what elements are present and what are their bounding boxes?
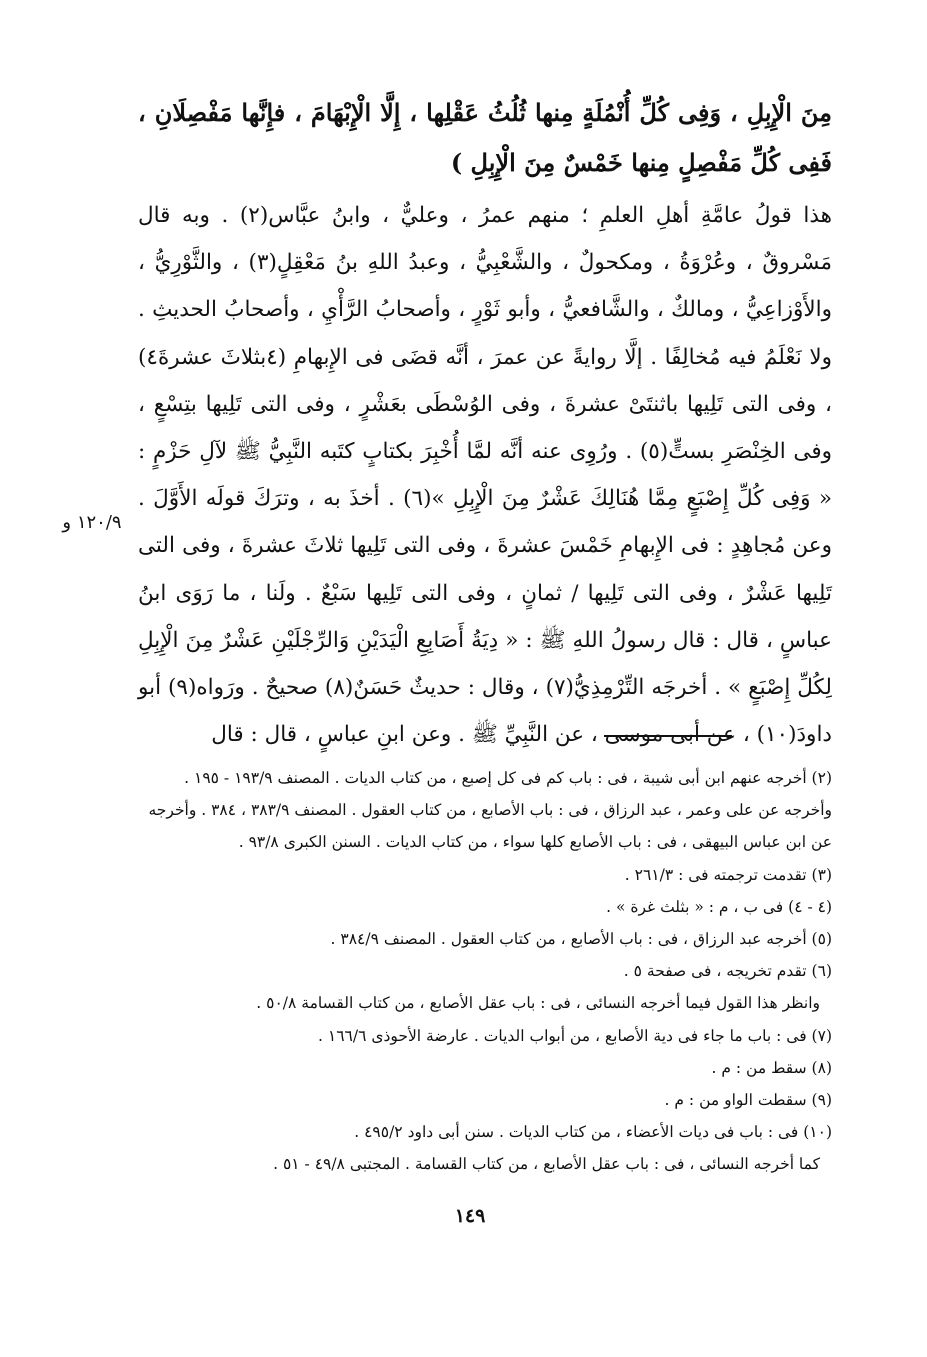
footnote-line: (٣) تقدمت ترجمته فى : ٢٦١/٣ . bbox=[624, 865, 832, 884]
footnote-line: وانظر هذا القول فيما أخرجه النسائى ، فى : باب عقل الأصابع ، من كتاب القسامة ٥٠/٨ . bbox=[256, 994, 820, 1013]
footnote-line: (٩) سقطت الواو من : م . bbox=[664, 1091, 832, 1110]
page-number: ١٤٩ bbox=[454, 1205, 486, 1227]
footnote-line: (٢) أخرجه عنهم ابن أبى شيبة ، فى : باب كم فى كل إصبع ، من كتاب الديات . المصنف ١٩٣/٩ - ١٩٥ . bbox=[184, 769, 832, 787]
footnote-line: (٨) سقط من : م . bbox=[711, 1058, 832, 1077]
footnote-line: (٤ - ٤) فى ب ، م : « بثلث غرة » . bbox=[606, 897, 832, 916]
footnote-line: (٧) فى : باب ما جاء فى دية الأصابع ، من أبواب الديات . عارضة الأحوذى ١٦٦/٦ . bbox=[318, 1026, 832, 1045]
footnote-line: (١٠) فى : باب فى ديات الأعضاء ، من كتاب الديات . سنن أبى داود ٤٩٥/٢ . bbox=[354, 1123, 832, 1142]
footnote-line: كما أخرجه النسائى ، فى : باب عقل الأصابع ، من كتاب القسامة . المجتبى ٤٩/٨ - ٥١ . bbox=[273, 1155, 820, 1174]
footnote-line: عن ابن عباس البيهقى ، فى : باب الأصابع كلها سواء ، من كتاب الديات . السنن الكبرى ٩٣/٨ . bbox=[238, 833, 832, 852]
footnote-line: وأخرجه عن على وعمر ، عبد الرزاق ، فى : باب الأصابع ، من كتاب العقول . المصنف ٣٨٣/٩ ، ٣٨٤ . وأخرجه bbox=[148, 801, 832, 820]
footnote-separator bbox=[604, 735, 732, 737]
footnotes bbox=[148, 762, 832, 1181]
commentary-text: هذا قولُ عامَّةِ أهلِ العلمِ ؛ منهم عمرُ ، وعليٌّ ، وابنُ عبَّاس(٢) . وبه قال مَسْروقٌ ، وعُرْوَةُ ، ومكحولٌ ، والشَّعْبِيُّ ، وعبدُ اللهِ بنُ مَعْقِلٍ(٣) ، والثَّوْرِيُّ ، والأَوْزاعِيُّ ، ومالكٌ ، والشَّافعيُّ ، وأبو ثَوْرٍ ، وأصحابُ الرَّأْيِ ، وأصحابُ الحديثِ . ولا نَعْلَمُ فيه مُخالِفًا . إلَّا روايةً عن عمرَ ، أنَّه قضَى فى الإِبهامِ (٤بثلاثَ عشرةَ٤) ، وفى التى تَلِيها باثنتَىْ عشرةَ ، وفى الوُسْطَى بعَشْرٍ ، وفى التى تَلِيها بتِسْعٍ ، وفى الخِنْصَرِ بستٍّ(٥) . ورُوِى عنه أنَّه لمَّا أُخْبِرَ بكتابٍ كتَبه النَّبِيُّ ﷺ لآلِ حَزْمٍ : « وَفِى كُلِّ إِصْبَعٍ مِمَّا هُنَالِكَ عَشْرٌ مِنَ الْإِبِلِ »(٦) . أخذَ به ، وترَكَ قولَه الأَوَّلَ . وعن مُجاهِدٍ : فى الإِبهامِ خَمْسَ عشرةَ ، وفى التى تَلِيها ثلاثَ عشرةَ ، وفى التى تَلِيها عَشْرٌ ، وفى التى تَلِيها / ثمانٍ ، وفى التى تَلِيها سَبْعٌ . ولَنا ، ما رَوَى ابنُ عباسٍ ، قال : قال رسولُ اللهِ ﷺ : « دِيَةُ أَصَابِعِ الْيَدَيْنِ وَالرِّجْلَيْنِ عَشْرٌ مِنَ الْإِبِلِ لِكُلِّ إِصْبَعٍ » . أخرجَه التِّرْمِذِيُّ(٧) ، وقال : حديثٌ حَسَنٌ(٨) صحيحٌ . ورَواه(٩) أبو داودَ(١٠) ، عن أبى موسى ، عن النَّبِيِّ ﷺ . وعن ابنِ عباسٍ ، قال : قال bbox=[138, 203, 833, 748]
footnote-line: (٥) أخرجه عبد الرزاق ، فى : باب الأصابع ، من كتاب العقول . المصنف ٣٨٤/٩ . bbox=[330, 930, 832, 949]
footnote-line: (٦) تقدم تخريجه ، فى صفحة ٥ . bbox=[623, 962, 832, 981]
manuscript-folio-note: ١٢٠/٩ و bbox=[62, 512, 122, 533]
matn-text: مِنَ الْإِبِلِ ، وَفِى كُلِّ أُنْمُلَةٍ مِنها ثُلُثُ عَقْلِها ، إِلَّا الْإِبْهَامَ ، فإِنَّها مَفْصِلَانِ ، فَفِى كُلِّ مَفْصِلٍ مِنها خَمْسٌ مِنَ الْإِبِلِ ) bbox=[138, 98, 832, 177]
